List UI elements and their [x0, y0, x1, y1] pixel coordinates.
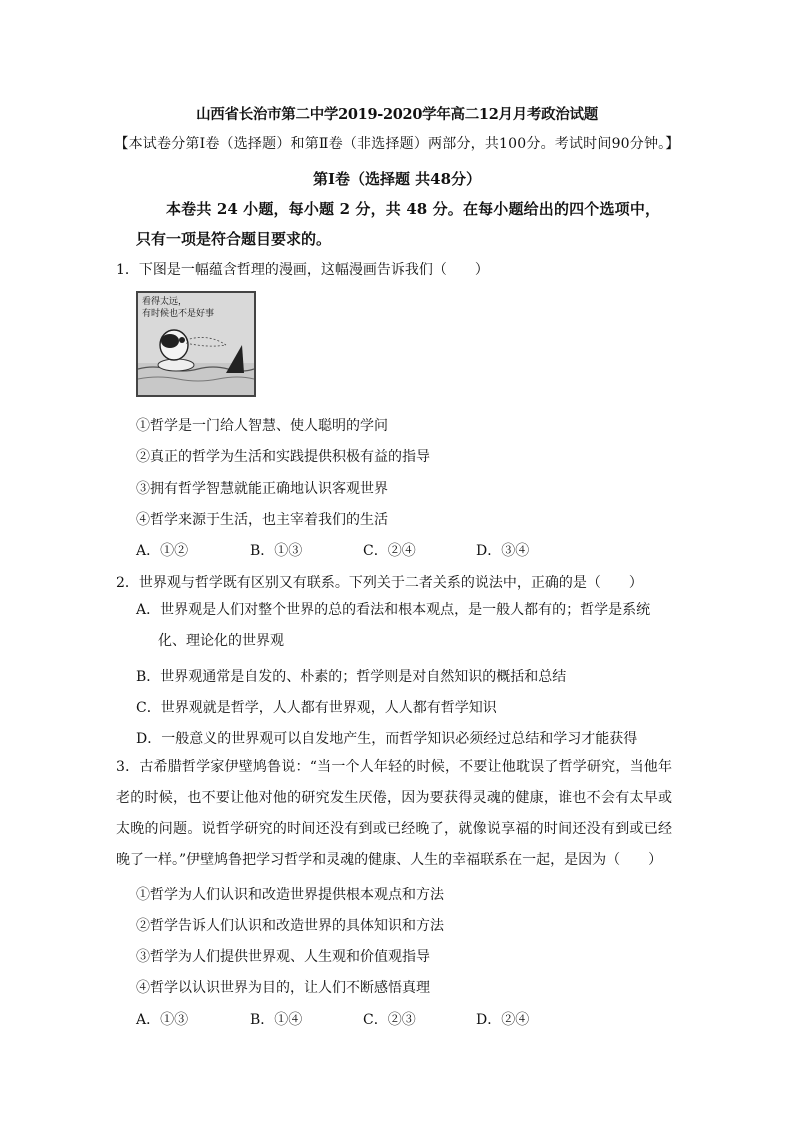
q2-stem: 2．世界观与哲学既有区别又有联系。下列关于二者关系的说法中，正确的是（ ） [116, 575, 643, 591]
q2-option-d: D．一般意义的世界观可以自发地产生，而哲学知识必须经过总结和学习才能获得 [136, 731, 638, 747]
q1-statement: ④哲学来源于生活，也主宰着我们的生活 [136, 512, 388, 528]
q2-option-a [136, 595, 670, 657]
q2-option-c: C．世界观就是哲学，人人都有世界观，人人都有哲学知识 [136, 700, 497, 716]
q3-statement: ②哲学告诉人们认识和改造世界的具体知识和方法 [136, 918, 444, 934]
q1-statement: ②真正的哲学为生活和实践提供积极有益的指导 [136, 449, 430, 465]
exam-title: 山西省长治市第二中学2019-2020学年高二12月月考政治试题 [196, 106, 598, 123]
q3-statement: ④哲学以认识世界为目的，让人们不断感悟真理 [136, 980, 430, 996]
q3-option-b: B．①④ [250, 1012, 303, 1028]
q3-stem: 3．古希腊哲学家伊壁鸠鲁说：“当一个人年轻的时候，不要让他耽误了哲学研究，当他年老的时候，也不要让他对他的研究发生厌倦，因为要获得灵魂的健康，谁也不会有太早或太晚的问题。说哲学研究的时间还没有到或已经晚了，就像说享福的时间还没有到或已经晚了一样。”伊壁鸠鲁把学习哲学和灵魂的健康、人生的幸福联系在一起，是因为（ ） [116, 759, 672, 868]
section-title: 第Ⅰ卷（选择题 共48分） [312, 170, 482, 188]
q3-option-d: D．②④ [476, 1012, 530, 1028]
exam-intro: 【本试卷分第Ⅰ卷（选择题）和第Ⅱ卷（非选择题）两部分，共100分。考试时间90分钟。】 [114, 136, 680, 152]
q1-statement: ①哲学是一门给人智慧、使人聪明的学问 [136, 418, 388, 434]
q3-option-c: C．②③ [363, 1012, 416, 1028]
cartoon-caption-line-2: 有时候也不是好事 [142, 309, 215, 319]
q3-statement: ①哲学为人们认识和改造世界提供根本观点和方法 [136, 887, 444, 903]
q2-option-a-text: A．世界观是人们对整个世界的总的看法和根本观点，是一般人都有的；哲学是系统化、理论化的世界观 [136, 602, 651, 649]
q2-option-b: B．世界观通常是自发的、朴素的；哲学则是对自然知识的概括和总结 [136, 669, 567, 685]
q1-statement: ③拥有哲学智慧就能正确地认识客观世界 [136, 481, 388, 497]
cartoon-caption-line-1: 看得太远， [142, 297, 188, 307]
q3-option-a: A．①③ [136, 1012, 189, 1028]
section-instructions: 本卷共 24 小题，每小题 2 分，共 48 分。在每小题给出的四个选项中，只有一项是符合题目要求的。 [136, 200, 660, 248]
q1-option-d: D．③④ [476, 543, 530, 559]
q1-option-a: A．①② [136, 543, 189, 559]
q1-option-b: B．①③ [250, 543, 303, 559]
cartoon-caption [142, 296, 214, 320]
q1-stem: 1．下图是一幅蕴含哲理的漫画，这幅漫画告诉我们（ ） [116, 262, 489, 278]
q1-option-c: C．②④ [363, 543, 416, 559]
q3-statement: ③哲学为人们提供世界观、人生观和价值观指导 [136, 949, 430, 965]
q1-cartoon-image [136, 291, 256, 397]
